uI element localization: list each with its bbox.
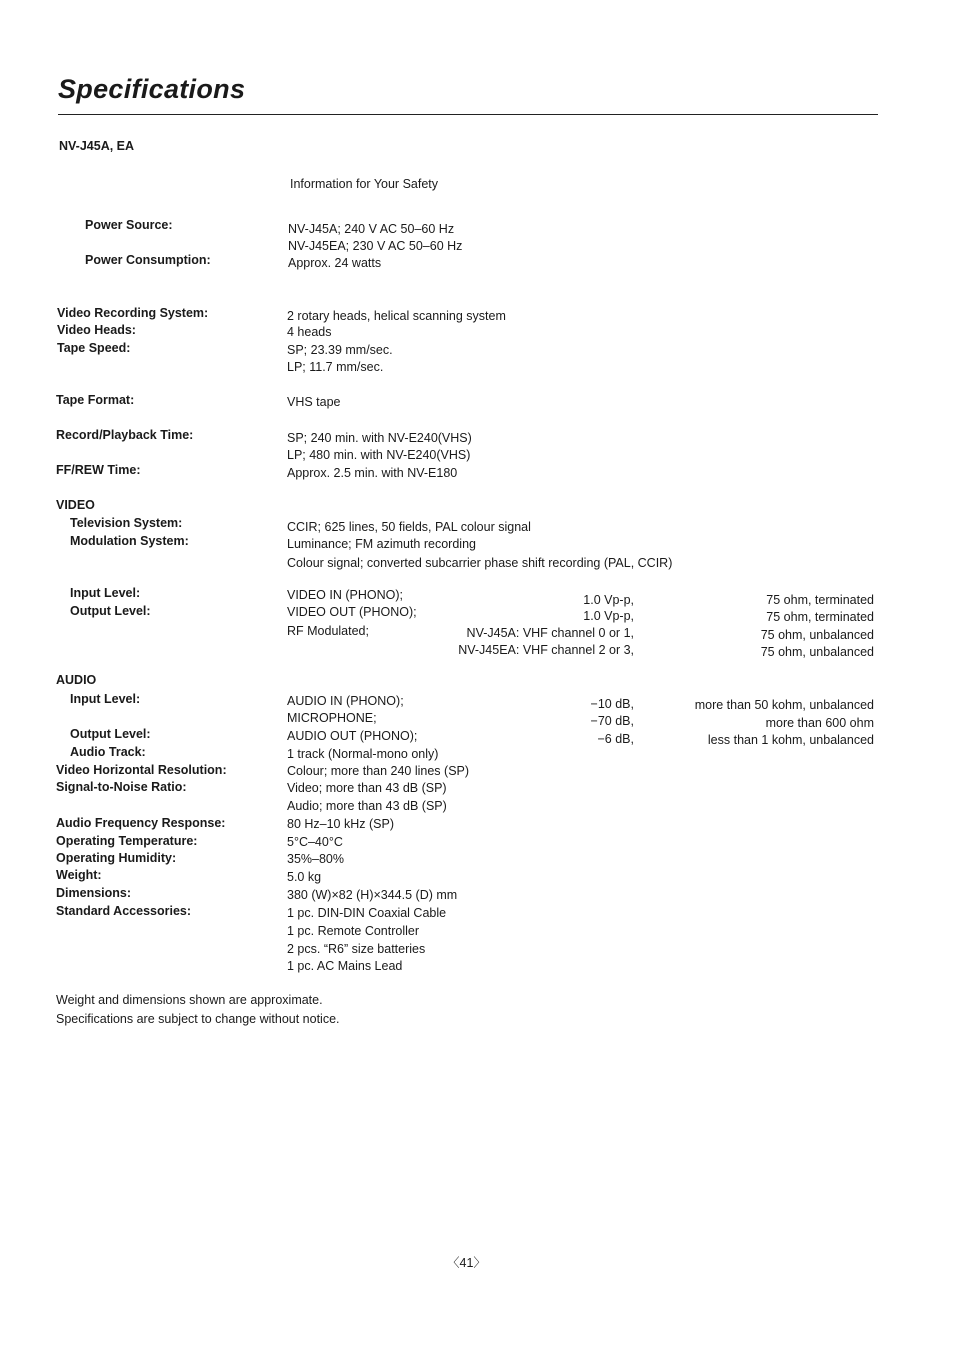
dimensions-label: Dimensions: (56, 886, 132, 900)
record-playback-time-value: LP; 480 min. with NV-E240(VHS) (287, 448, 471, 462)
power-consumption-value: Approx. 24 watts (288, 256, 382, 270)
snr-value: Video; more than 43 dB (SP) (287, 781, 447, 795)
video-level-row-level: 1.0 Vp-p, (583, 609, 634, 623)
power-source-value: NV-J45EA; 230 V AC 50–60 Hz (288, 239, 463, 253)
page-title: Specifications (58, 74, 246, 104)
snr-value: Audio; more than 43 dB (SP) (287, 799, 447, 813)
audio-level-row-level: −70 dB, (590, 714, 634, 728)
audio-heading: AUDIO (56, 673, 97, 687)
ff-rew-time-value: Approx. 2.5 min. with NV-E180 (287, 466, 458, 480)
audio-level-row-name: AUDIO IN (PHONO); (287, 694, 404, 708)
accessory-item: 2 pcs. “R6” size batteries (287, 942, 426, 956)
audio-level-row-impedance: more than 50 kohm, unbalanced (694, 698, 874, 712)
video-heading: VIDEO (56, 498, 95, 512)
safety-info: Information for Your Safety (290, 177, 439, 191)
audio-level-row-level: −10 dB, (590, 697, 634, 711)
footnote: Weight and dimensions shown are approximate. (56, 993, 323, 1007)
operating-humidity-label: Operating Humidity: (56, 851, 177, 865)
frequency-response-label: Audio Frequency Response: (56, 816, 226, 830)
video-recording-system-label: Video Recording System: (57, 306, 209, 320)
video-recording-system-value: 2 rotary heads, helical scanning system (287, 309, 506, 323)
weight-value: 5.0 kg (287, 870, 322, 884)
accessory-item: 1 pc. DIN-DIN Coaxial Cable (287, 906, 447, 920)
tape-format-label: Tape Format: (56, 393, 135, 407)
audio-level-row-impedance: more than 600 ohm (765, 716, 874, 730)
standard-accessories-label: Standard Accessories: (56, 904, 192, 918)
audio-level-row-impedance: less than 1 kohm, unbalanced (707, 733, 874, 747)
operating-temperature-value: 5°C–40°C (287, 835, 343, 849)
power-source-label: Power Source: (85, 218, 173, 232)
page-number: 〈41〉 (447, 1256, 486, 1270)
tape-speed-label: Tape Speed: (57, 341, 131, 355)
modulation-system-label: Modulation System: (70, 534, 189, 548)
weight-label: Weight: (56, 868, 102, 882)
modulation-system-value: Colour signal; converted subcarrier phase shift recording (PAL, CCIR) (287, 556, 673, 570)
title-rule (58, 114, 878, 115)
video-level-row-level: 1.0 Vp-p, (583, 593, 634, 607)
footnote: Specifications are subject to change without notice. (56, 1012, 340, 1026)
audio-track-value: 1 track (Normal-mono only) (287, 747, 439, 761)
tape-speed-value: SP; 23.39 mm/sec. (287, 343, 393, 357)
audio-level-row-name: AUDIO OUT (PHONO); (287, 729, 418, 743)
horizontal-resolution-label: Video Horizontal Resolution: (56, 763, 227, 777)
video-level-row-impedance: 75 ohm, unbalanced (760, 628, 874, 642)
power-source-value: NV-J45A; 240 V AC 50–60 Hz (288, 222, 455, 236)
audio-output-level-label: Output Level: (70, 727, 151, 741)
audio-input-level-label: Input Level: (70, 692, 141, 706)
video-level-row-impedance: 75 ohm, unbalanced (760, 645, 874, 659)
power-consumption-label: Power Consumption: (85, 253, 211, 267)
record-playback-time-label: Record/Playback Time: (56, 428, 194, 442)
audio-level-row-level: −6 dB, (597, 732, 634, 746)
video-level-row-name: VIDEO OUT (PHONO); (287, 605, 417, 619)
snr-label: Signal-to-Noise Ratio: (56, 780, 187, 794)
record-playback-time-value: SP; 240 min. with NV-E240(VHS) (287, 431, 472, 445)
model-heading: NV-J45A, EA (59, 139, 135, 153)
dimensions-value: 380 (W)×82 (H)×344.5 (D) mm (287, 888, 458, 902)
horizontal-resolution-value: Colour; more than 240 lines (SP) (287, 764, 470, 778)
tape-format-value: VHS tape (287, 395, 341, 409)
video-level-row-impedance: 75 ohm, terminated (766, 610, 874, 624)
television-system-value: CCIR; 625 lines, 50 fields, PAL colour signal (287, 520, 531, 534)
accessory-item: 1 pc. Remote Controller (287, 924, 420, 938)
operating-temperature-label: Operating Temperature: (56, 834, 198, 848)
video-level-row-name: VIDEO IN (PHONO); (287, 588, 403, 602)
operating-humidity-value: 35%–80% (287, 852, 344, 866)
frequency-response-value: 80 Hz–10 kHz (SP) (287, 817, 394, 831)
ff-rew-time-label: FF/REW Time: (56, 463, 141, 477)
video-input-level-label: Input Level: (70, 586, 141, 600)
video-output-level-label: Output Level: (70, 604, 151, 618)
audio-level-row-name: MICROPHONE; (287, 711, 377, 725)
video-level-row-level: NV-J45A: VHF channel 0 or 1, (466, 626, 634, 640)
modulation-system-value: Luminance; FM azimuth recording (287, 537, 476, 551)
video-level-row-level: NV-J45EA: VHF channel 2 or 3, (458, 643, 634, 657)
television-system-label: Television System: (70, 516, 183, 530)
video-level-row-name: RF Modulated; (287, 624, 369, 638)
audio-track-label: Audio Track: (70, 745, 146, 759)
tape-speed-value: LP; 11.7 mm/sec. (287, 360, 384, 374)
video-heads-value: 4 heads (287, 325, 332, 339)
video-heads-label: Video Heads: (57, 323, 136, 337)
video-level-row-impedance: 75 ohm, terminated (766, 593, 874, 607)
accessory-item: 1 pc. AC Mains Lead (287, 959, 403, 973)
